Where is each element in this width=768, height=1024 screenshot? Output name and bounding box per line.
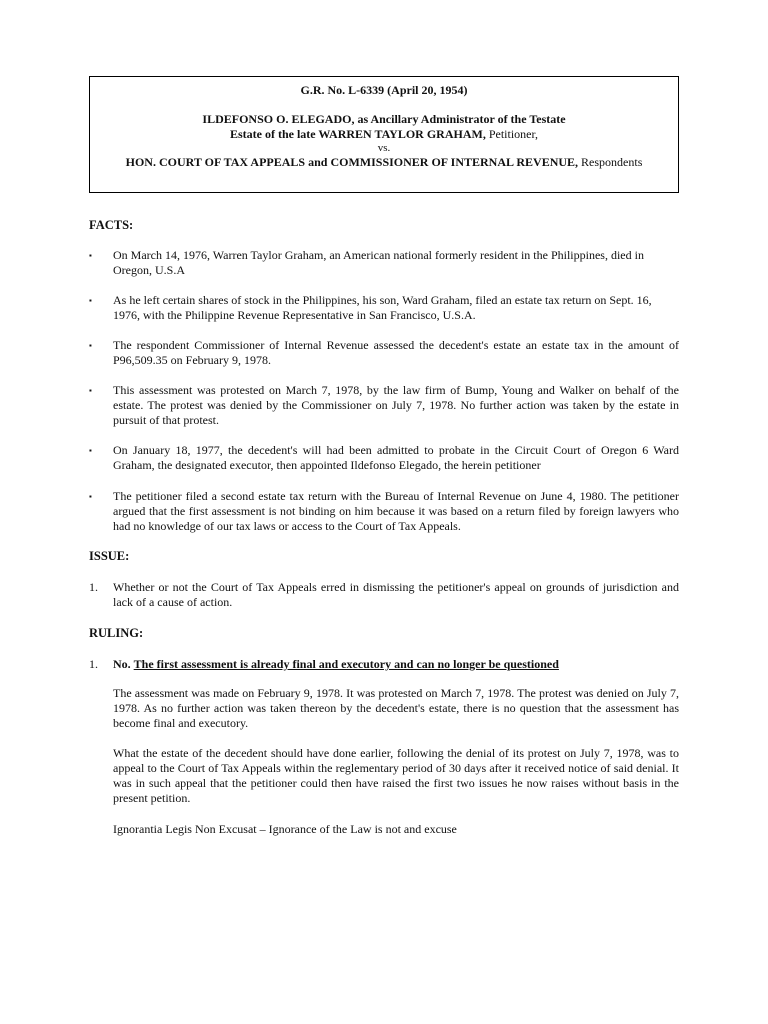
facts-item [89,338,679,368]
facts-item [89,293,679,323]
facts-item-text: The respondent Commissioner of Internal Revenue assessed the decedent's estate an estate tax in the amount of P96,509.35 on February 9, 1978. [113,338,679,367]
facts-item-text: On March 14, 1976, Warren Taylor Graham, an American national formerly resident in the Philippines, died in Oregon, U.S.A [113,248,644,277]
facts-item [89,248,679,278]
issue-item [89,580,679,610]
petitioner-name: Estate of the late WARREN TAYLOR GRAHAM, [229,127,486,141]
bullet-icon: ▪ [89,446,92,455]
ruling-headline: The first assessment is already final and executory and can no longer be questioned [133,657,559,671]
issue-text: Whether or not the Court of Tax Appeals erred in dismissing the petitioner's appeal on grounds of jurisdiction and lack of a cause of action. [113,580,679,609]
facts-item-text: As he left certain shares of stock in the Philippines, his son, Ward Graham, filed an estate tax return on Sept. 16, 1976, with the Philippine Revenue Representative in San Francisco, U.S.A. [113,293,652,322]
facts-item [89,443,679,473]
ruling-paragraph: What the estate of the decedent should have done earlier, following the denial of its protest on July 7, 1978, was to appeal to the Court of Tax Appeals within the reglementary period of 30 days after it received notice of said denial. It was in such appeal that the petitioner could then have raised the first two issues he now raises without basis in the present petition. [113,746,679,805]
ruling-headline-line [113,657,679,672]
ruling-answer: No. [113,657,131,671]
ruling-heading: RULING: [89,626,144,640]
bullet-icon: ▪ [89,341,92,350]
facts-item [89,383,679,428]
bullet-icon: ▪ [89,386,92,395]
respondents-line [90,155,678,170]
bullet-icon: ▪ [89,296,92,305]
facts-item-text: This assessment was protested on March 7, 1978, by the law firm of Bump, Young and Walker on behalf of the estate. The protest was denied by the Commissioner on July 7, 1978. No further action was taken by the estate in pursuit of that protest. [113,383,679,427]
case-number: G.R. No. L-6339 (April 20, 1954) [300,83,468,97]
petitioner-line-2 [90,127,678,142]
bullet-icon: ▪ [89,251,92,260]
ruling-item [89,657,679,672]
facts-item [89,489,679,534]
respondents-role: Respondents [578,155,643,169]
issue-number: 1. [89,580,98,594]
ruling-number: 1. [89,657,98,671]
respondents-names: HON. COURT OF TAX APPEALS and COMMISSIONER OF INTERNAL REVENUE, [125,155,579,169]
facts-heading: FACTS: [89,218,134,232]
versus-label: vs. [377,142,391,154]
issue-heading: ISSUE: [89,549,130,563]
petitioner-line-1: ILDEFONSO O. ELEGADO, as Ancillary Administrator of the Testate [202,112,566,126]
ruling-paragraph: Ignorantia Legis Non Excusat – Ignorance of the Law is not and excuse [113,822,457,836]
facts-item-text: On January 18, 1977, the decedent's will had been admitted to probate in the Circuit Court of Oregon 6 Ward Graham, the designated executor, then appointed Ildefonso Elegado, the herein petitioner [113,443,679,472]
case-caption-box [89,76,679,193]
bullet-icon: ▪ [89,492,92,501]
petitioner-role: Petitioner, [485,127,539,141]
facts-item-text: The petitioner filed a second estate tax return with the Bureau of Internal Revenue on June 4, 1980. The petitioner argued that the first assessment is not binding on him because it was based on a return filed by foreign lawyers who had no knowledge of our tax laws or access to the Court of Tax Appeals. [113,489,679,533]
ruling-paragraph: The assessment was made on February 9, 1978. It was protested on March 7, 1978. The protest was denied on July 7, 1978. As no further action was taken thereon by the decedent's estate, there is no question that the assessment has become final and executory. [113,686,679,730]
